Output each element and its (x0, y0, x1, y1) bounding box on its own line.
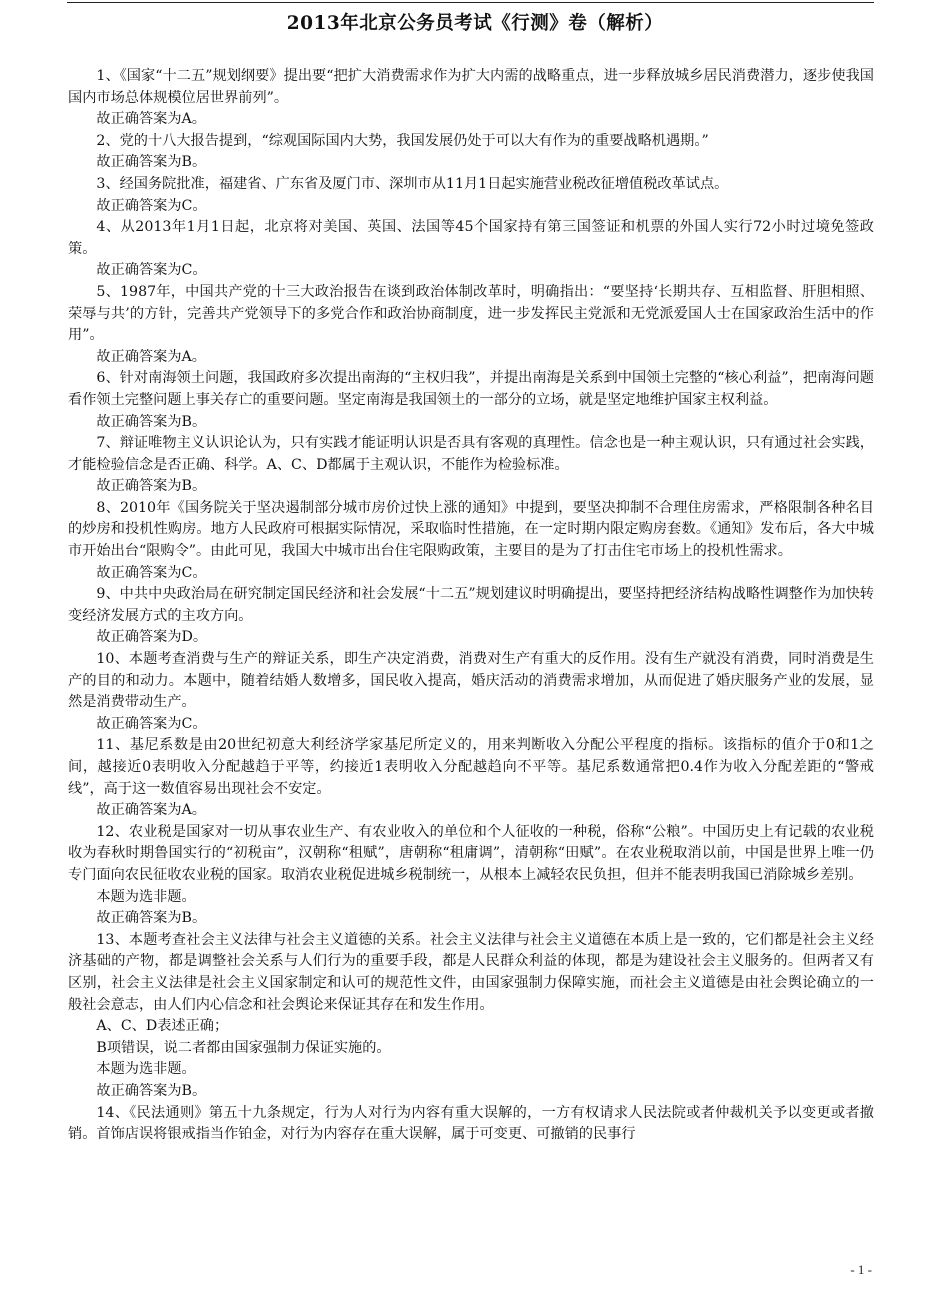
paragraph: 故正确答案为B。 (96, 1082, 207, 1099)
paragraph: 故正确答案为C。 (96, 564, 207, 581)
paragraph: 故正确答案为A。 (96, 348, 206, 365)
paragraph: 2、党的十八大报告提到，“综观国际国内大势，我国发展仍处于可以大有作为的重要战略机遇期。” (96, 132, 709, 149)
paragraph: 6、针对南海领土问题，我国政府多次提出南海的“主权归我”，并提出南海是关系到中国领土完整的“核心利益”，把南海问题看作领土完整问题上事关存亡的重要问题。坚定南海是我国领土的一部分的立场，就是坚定地维护国家主权利益。 (68, 370, 874, 408)
paragraph: 故正确答案为C。 (96, 715, 207, 732)
paragraph: A、C、D表述正确； (96, 1018, 229, 1035)
paragraph: 故正确答案为C。 (96, 262, 207, 279)
paragraph: 本题为选非题。 (96, 888, 196, 905)
paragraph: 本题为选非题。 (96, 1061, 196, 1078)
page-number: - 1 - (850, 1262, 872, 1277)
paragraph: 7、辩证唯物主义认识论认为，只有实践才能证明认识是否具有客观的真理性。信念也是一种主观认识，只有通过社会实践，才能检验信念是否正确、科学。A、C、D都属于主观认识，不能作为检验标准。 (68, 435, 874, 473)
paragraph: 1、《国家“十二五”规划纲要》提出要“把扩大消费需求作为扩大内需的战略重点，进一步释放城乡居民消费潜力，逐步使我国国内市场总体规模位居世界前列”。 (68, 68, 874, 106)
paragraph: 故正确答案为B。 (96, 478, 207, 495)
paragraph: 故正确答案为B。 (96, 413, 207, 430)
paragraph: 10、本题考查消费与生产的辩证关系，即生产决定消费，消费对生产有重大的反作用。没有生产就没有消费，同时消费是生产的目的和动力。本题中，随着结婚人数增多，国民收入提高，婚庆活动的消费需求增加，从而促进了婚庆服务产业的发展，显然是消费带动生产。 (68, 651, 874, 711)
header-rule (67, 2, 874, 3)
paragraph: 3、经国务院批准，福建省、广东省及厦门市、深圳市从11月1日起实施营业税改征增值税改革试点。 (96, 175, 729, 192)
paragraph: 11、基尼系数是由20世纪初意大利经济学家基尼所定义的，用来判断收入分配公平程度的指标。该指标的值介于0和1之间，越接近0表明收入分配越趋于平等，约接近1表明收入分配越趋向不平等。基尼系数通常把0.4作为收入分配差距的“警戒线”，高于这一数值容易出现社会不安定。 (68, 737, 874, 797)
paragraph: 故正确答案为B。 (96, 910, 207, 927)
paragraph: 13、本题考查社会主义法律与社会主义道德的关系。社会主义法律与社会主义道德在本质上是一致的，它们都是社会主义经济基础的产物，都是调整社会关系与人们行为的重要手段，都是人民群众利益的体现，都是为建设社会主义服务的。但两者又有区别，社会主义法律是社会主义国家制定和认可的规范性文件，由国家强制力保障实施，而社会主义道德是由社会舆论确立的一般社会意志，由人们内心信念和社会舆论来保证其存在和发生作用。 (68, 931, 874, 1013)
paragraph: 5、1987年，中国共产党的十三大政治报告在谈到政治体制改革时，明确指出：“要坚持‘长期共存、互相监督、肝胆相照、荣辱与共’的方针，完善共产党领导下的多党合作和政治协商制度，进一步发挥民主党派和无党派爱国人士在国家政治生活中的作用”。 (68, 283, 874, 344)
paragraph: 故正确答案为C。 (96, 197, 207, 214)
paragraph: B项错误，说二者都由国家强制力保证实施的。 (96, 1039, 391, 1056)
document-body (68, 66, 874, 1146)
paragraph: 4、从2013年1月1日起，北京将对美国、英国、法国等45个国家持有第三国签证和机票的外国人实行72小时过境免签政策。 (68, 219, 874, 257)
paragraph: 12、农业税是国家对一切从事农业生产、有农业收入的单位和个人征收的一种税，俗称“公粮”。中国历史上有记载的农业税收为春秋时期鲁国实行的“初税亩”，汉朝称“租赋”，唐朝称“租庸调”，清朝称“田赋”。在农业税取消以前，中国是世界上唯一仍专门面向农民征收农业税的国家。取消农业税促进城乡税制统一，从根本上减轻农民负担，但并不能表明我国已消除城乡差别。 (68, 823, 874, 883)
paragraph: 故正确答案为D。 (96, 629, 208, 646)
paragraph: 14、《民法通则》第五十九条规定，行为人对行为内容有重大误解的，一方有权请求人民法院或者仲裁机关予以变更或者撤销。首饰店误将银戒指当作铂金，对行为内容存在重大误解，属于可变更、可撤销的民事行 (68, 1104, 874, 1143)
paragraph: 故正确答案为A。 (96, 111, 206, 128)
paragraph: 9、中共中央政治局在研究制定国民经济和社会发展“十二五”规划建议时明确提出，要坚持把经济结构战略性调整作为加快转变经济发展方式的主攻方向。 (68, 586, 874, 624)
document-title: 2013年北京公务员考试《行测》卷（解析） (286, 13, 664, 34)
paragraph: 故正确答案为B。 (96, 154, 207, 171)
paragraph: 故正确答案为A。 (96, 802, 206, 819)
paragraph: 8、2010年《国务院关于坚决遏制部分城市房价过快上涨的通知》中提到，要坚决抑制不合理住房需求，严格限制各种名目的炒房和投机性购房。地方人民政府可根据实际情况，采取临时性措施，在一定时期内限定购房套数。《通知》发布后，各大中城市开始出台“限购令”。由此可见，我国大中城市出台住宅限购政策，主要目的是为了打击住宅市场上的投机性需求。 (68, 499, 874, 560)
